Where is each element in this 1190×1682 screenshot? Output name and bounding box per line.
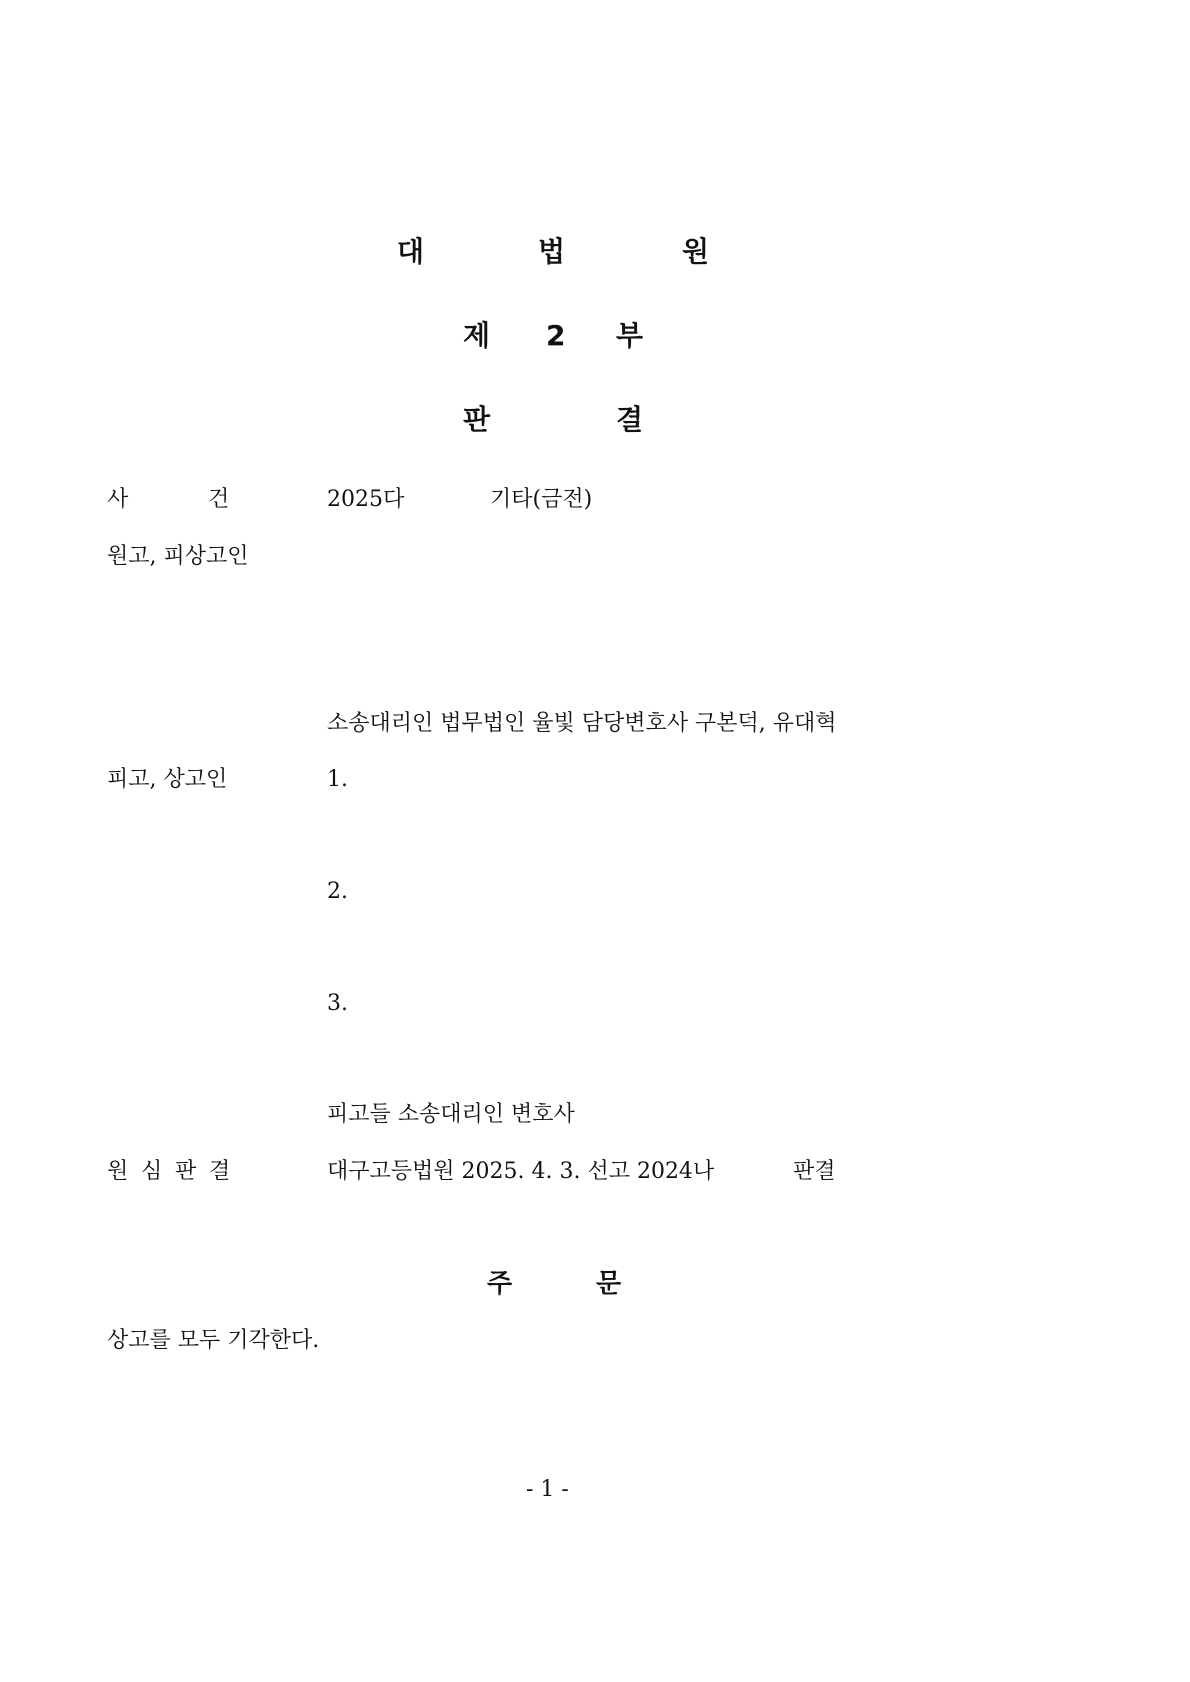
lower-court-label-char-4: 결: [209, 1159, 231, 1184]
case-label-char-1: 사: [107, 487, 129, 512]
division-char-1: 제: [463, 319, 491, 352]
defendant-3: 3.: [327, 991, 348, 1016]
lower-court-suffix: 판결: [793, 1159, 836, 1184]
court-name-char-1: 대: [397, 235, 425, 268]
defendant-label: 피고, 상고인: [107, 767, 228, 792]
division-char-3: 부: [616, 319, 644, 352]
case-number: 2025다: [327, 487, 405, 512]
defendant-1: 1.: [327, 767, 348, 792]
doc-type-char-2: 결: [616, 403, 644, 436]
doc-type-char-1: 판: [463, 403, 491, 436]
lower-court-label-char-2: 심: [141, 1159, 163, 1184]
case-label-char-2: 건: [208, 487, 230, 512]
court-name-char-2: 법: [538, 235, 566, 268]
disposition-heading-char-2: 문: [596, 1269, 622, 1299]
defendant-counsel: 피고들 소송대리인 변호사: [327, 1102, 575, 1127]
lower-court-label-char-3: 판: [175, 1159, 197, 1184]
plaintiff-label: 원고, 피상고인: [107, 544, 249, 569]
lower-court-label-char-1: 원: [107, 1159, 129, 1184]
defendant-2: 2.: [327, 879, 348, 904]
case-name: 기타(금전): [490, 487, 593, 512]
division-char-2: 2: [546, 319, 566, 352]
plaintiff-counsel: 소송대리인 법무법인 율빛 담당변호사 구본덕, 유대혁: [327, 711, 837, 736]
disposition-text: 상고를 모두 기각한다.: [107, 1328, 320, 1353]
page-number: - 1 -: [526, 1477, 569, 1502]
disposition-heading-char-1: 주: [487, 1269, 513, 1299]
court-name-char-3: 원: [682, 235, 710, 268]
lower-court-text: 대구고등법원 2025. 4. 3. 선고 2024나: [327, 1159, 715, 1184]
